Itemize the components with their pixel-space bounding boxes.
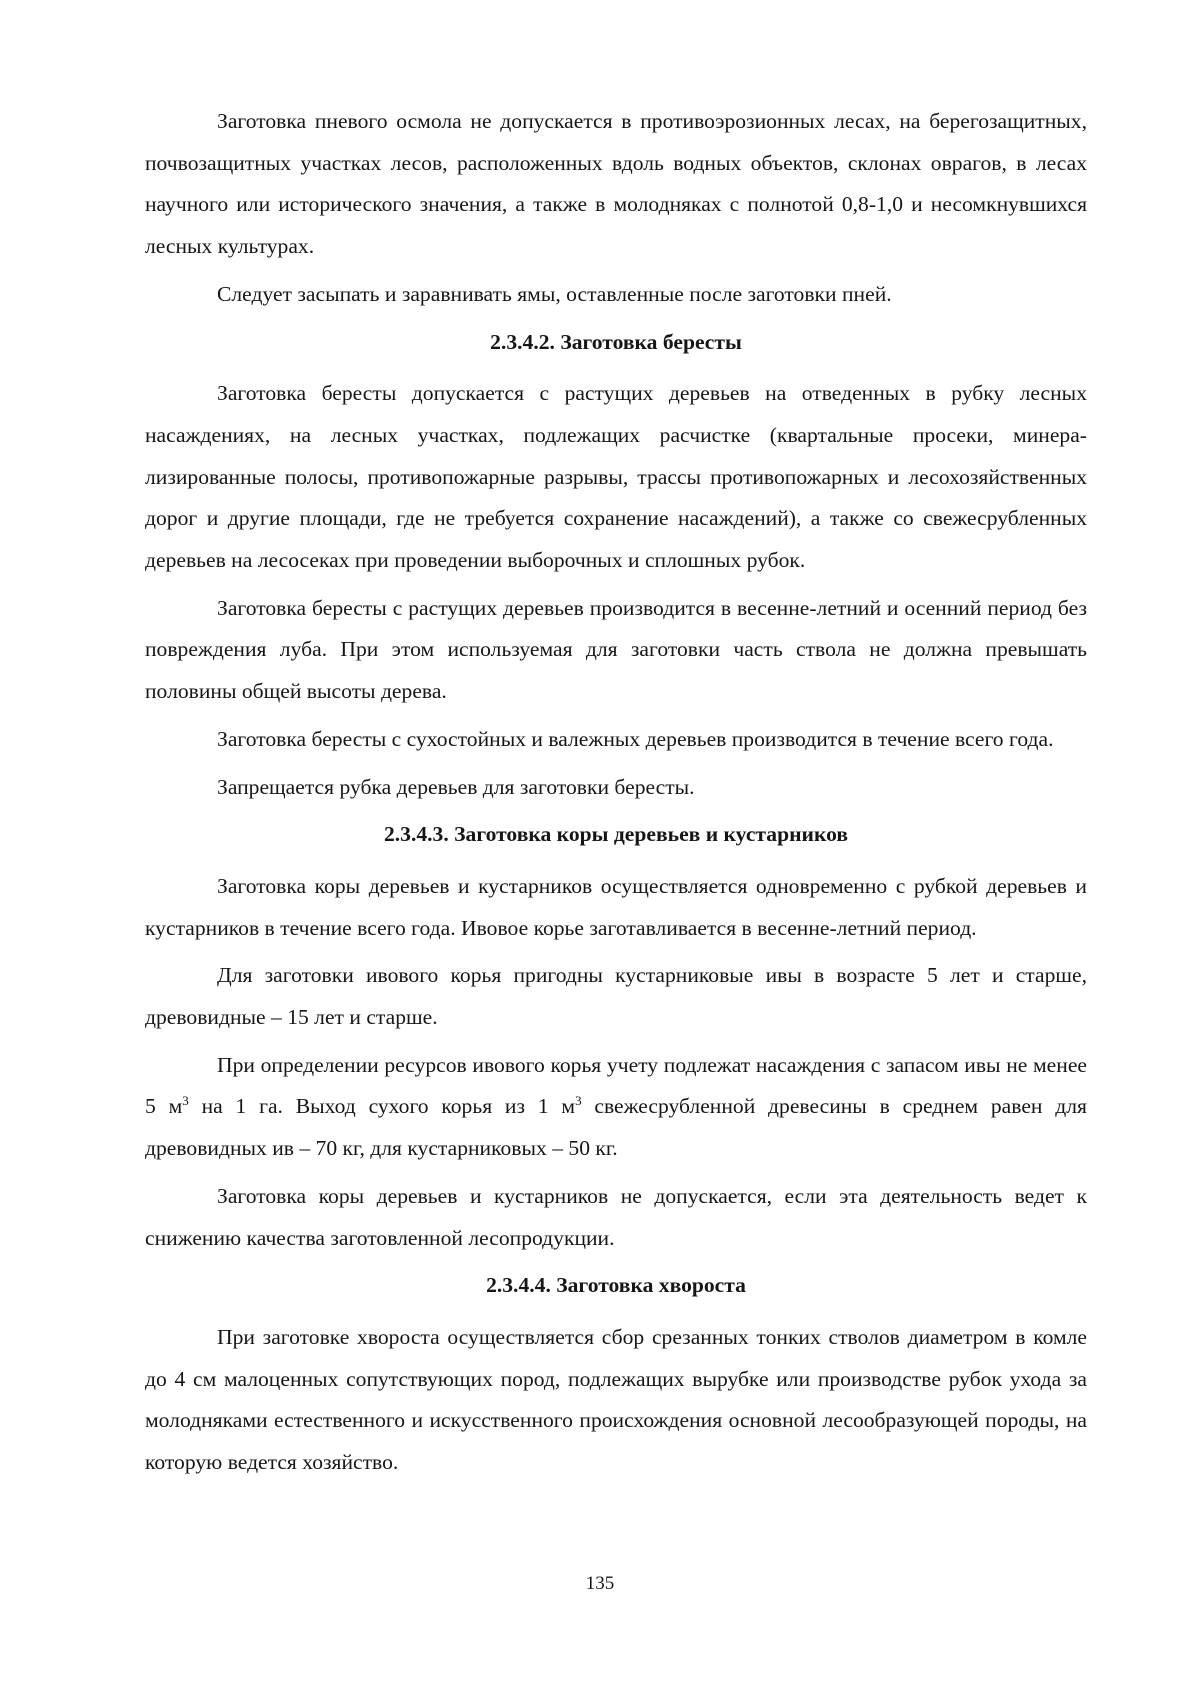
paragraph-fill-pits: Следует засыпать и заравнивать ямы, оставленные после заготовки пней.: [217, 281, 892, 306]
paragraph-willow-age: Для заготовки ивового корья пригодны кустарниковые ивы в возрасте 5 лет и старше, древовидные – 15 лет и старше.: [145, 963, 1087, 1030]
page-number: 135: [585, 1573, 615, 1594]
paragraph-willow-resources: [145, 1045, 1087, 1170]
paragraph-birch-bark-allowed: Заготовка бересты допускается с растущих деревьев на отведенных в рубку лесных насаждениях, на лесных участках, подлежащих расчистке (квартальные просеки, минерализированные полосы, противопожарные разрывы, трассы противопожарных и лесохозяйственных дорог и другие площади, где не требуется сохранение насаждений), а также со свежесрубленных деревьев на лесосеках при проведении выборочных и сплошных рубок.: [145, 381, 1087, 573]
text-fragment: При определении ресурсов ивового корья учету подлежат насаждения с запасом ивы не менее 5 м: [145, 1052, 1087, 1119]
paragraph-birch-bark-prohibition: Запрещается рубка деревьев для заготовки бересты.: [217, 774, 695, 799]
document-page: [145, 101, 1087, 1490]
heading-tree-bark: 2.3.4.3. Заготовка коры деревьев и кустарников: [383, 822, 849, 847]
heading-birch-bark: 2.3.4.2. Заготовка бересты: [490, 329, 742, 354]
text-fragment: свежесрубленной древесины в среднем равен для древовидных ив – 70 кг, для кустарниковых – 50 кг.: [145, 1094, 1087, 1161]
paragraph-stump-resin: Заготовка пневого осмола не допускается в противоэрозионных лесах, на берегозащитных, почвозащитных участках лесов, расположенных вдоль водных объектов, склонах оврагов, в лесах научного или исторического значения, а также в молодняках с полнотой 0,8-1,0 и несомкнувшихся лесных культурах.: [145, 109, 1087, 259]
heading-brushwood: 2.3.4.4. Заготовка хвороста: [486, 1273, 746, 1298]
paragraph-tree-bark-restriction: Заготовка коры деревьев и кустарников не допускается, если эта деятельность ведет к снижению качества заготовленной лесопродукции.: [145, 1183, 1087, 1250]
paragraph-birch-bark-deadwood: Заготовка бересты с сухостойных и валежных деревьев производится в течение всего года.: [217, 726, 1054, 751]
text-fragment: на 1 га. Выход сухого корья из 1 м: [188, 1094, 576, 1119]
paragraph-tree-bark-timing: Заготовка коры деревьев и кустарников осуществляется одновременно с рубкой деревьев и кустарников в течение всего года. Ивовое корье заготавливается в весенне-летний период.: [145, 873, 1087, 940]
superscript-cubic: 3: [182, 1093, 189, 1109]
superscript-cubic: 3: [575, 1093, 582, 1109]
paragraph-birch-bark-season: Заготовка бересты с растущих деревьев производится в весенне-летний и осенний период без повреждения луба. При этом используемая для заготовки часть ствола не должна превышать половины общей высоты дерева.: [145, 595, 1087, 704]
paragraph-brushwood-collection: При заготовке хвороста осуществляется сбор срезанных тонких стволов диаметром в комле до 4 см малоценных сопутствующих пород, подлежащих вырубке или производстве рубок ухода за молодняками естественного и искусственного происхождения основной лесообразующей породы, на которую ведется хозяйство.: [145, 1324, 1087, 1475]
